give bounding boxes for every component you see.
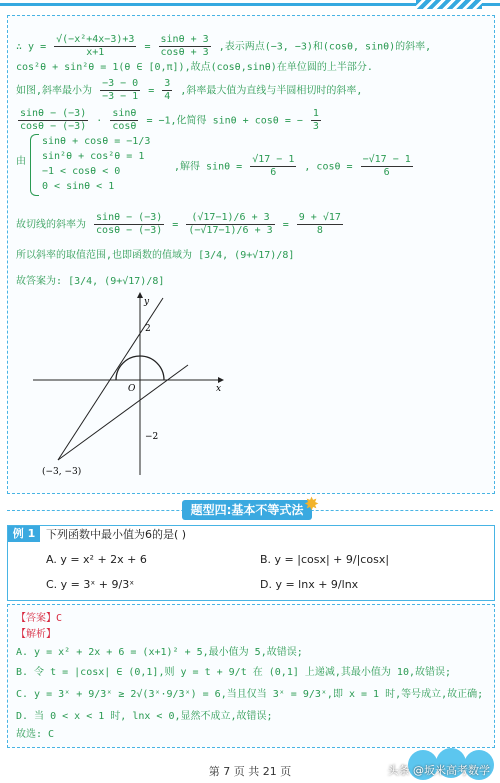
- tangent-line: [16, 212, 345, 237]
- top-decoration: [0, 0, 500, 14]
- analysis-b: B. 令 t = |cosx| ∈ (0,1],则 y = t + 9/t 在 (0,1] 上递减,其最小值为 10,故错误;: [16, 667, 452, 678]
- y-axis-arrow: [137, 292, 143, 298]
- system-eq-4: 0 < sinθ < 1: [42, 181, 115, 192]
- example-box: [7, 525, 495, 601]
- fraction: [159, 34, 211, 59]
- text: = −1,化简得 sinθ + cosθ = −: [146, 115, 303, 127]
- solution-line-4: [16, 108, 323, 133]
- option-d: D. y = lnx + 9/lnx: [260, 578, 359, 591]
- answer-line: [16, 276, 164, 288]
- solution-line-1: [16, 34, 431, 59]
- answer-box: [7, 604, 495, 748]
- analysis-final: 故选: C: [16, 729, 55, 740]
- numerator: sinθ + 3: [160, 34, 209, 45]
- range-line: [16, 250, 294, 262]
- denominator: 6: [270, 167, 277, 178]
- numerator: √(−x²+4x−3)+3: [56, 34, 135, 45]
- analysis-tag: 【解析】: [16, 629, 56, 640]
- answer-tag: 【答案】: [16, 613, 56, 624]
- denominator: (−√17−1)/6 + 3: [188, 225, 273, 236]
- fraction: [361, 154, 413, 179]
- x-label: x: [216, 384, 222, 394]
- denominator: 4: [164, 91, 171, 102]
- analysis-a: A. y = x² + 2x + 6 = (x+1)² + 5,最小值为 5,故错误;: [16, 647, 303, 658]
- fraction: [297, 212, 343, 237]
- text: 如图,斜率最小为: [16, 85, 93, 97]
- denominator: 3: [312, 121, 319, 132]
- numerator: −√17 − 1: [362, 154, 411, 165]
- option-c: C. y = 3ˣ + 9/3ˣ: [46, 578, 135, 591]
- text: ·: [96, 115, 103, 127]
- point-label: (−3, −3): [42, 467, 82, 477]
- example-question: 下列函数中最小值为6的是( ): [46, 528, 187, 541]
- range-value: [3/4, (9+√17)/8]: [198, 250, 295, 261]
- system-prefix: 由: [16, 156, 26, 167]
- system-brace: [30, 134, 39, 196]
- text: ,表示两点(−3, −3)和(cosθ, sinθ)的斜率,: [218, 41, 432, 53]
- answer-row: [16, 613, 62, 625]
- page-number: 第 7 页 共 21 页: [208, 765, 292, 778]
- numerator: √17 − 1: [252, 154, 295, 165]
- fraction: [110, 108, 138, 133]
- fraction: [100, 78, 140, 103]
- fraction: [162, 78, 172, 103]
- fraction: [311, 108, 321, 133]
- numerator: 9 + √17: [298, 212, 341, 223]
- option-b: B. y = |cosx| + 9/|cosx|: [260, 553, 390, 566]
- fraction: [54, 34, 136, 59]
- numerator: 3: [164, 78, 171, 89]
- system-result: [174, 154, 415, 179]
- numerator: sinθ − (−3): [20, 108, 87, 119]
- fraction: [18, 108, 88, 133]
- system-eq-3: −1 < cosθ < 0: [42, 166, 121, 177]
- line-min: [58, 365, 188, 460]
- numerator: 1: [312, 108, 319, 119]
- analysis-c: C. y = 3ˣ + 9/3ˣ ≥ 2√(3ˣ·9/3ˣ) = 6,当且仅当 3ˣ = 9/3ˣ,即 x = 1 时,等号成立,故正确;: [16, 689, 484, 700]
- text: ,斜率最大值为直线与半圆相切时的斜率,: [180, 85, 363, 97]
- text: =: [144, 41, 151, 53]
- denominator: cosθ − (−3): [96, 225, 163, 236]
- fraction: [250, 154, 296, 179]
- text: , cosθ =: [304, 161, 353, 173]
- section-title: 题型四:基本不等式法: [182, 500, 312, 520]
- denominator: −3 − 1: [102, 91, 139, 102]
- y-label: y: [144, 297, 150, 307]
- numerator: sinθ − (−3): [96, 212, 163, 223]
- text: 故切线的斜率为: [16, 219, 86, 231]
- tick-2-label: 2: [145, 324, 151, 334]
- text: ∴ y =: [16, 41, 47, 53]
- option-a: A. y = x² + 2x + 6: [46, 553, 147, 566]
- text: 所以斜率的取值范围,也即函数的值域为: [16, 250, 193, 261]
- text: =: [148, 85, 155, 97]
- denominator: cosθ − (−3): [20, 121, 87, 132]
- text: =: [282, 219, 289, 231]
- solution-line-2: cos²θ + sin²θ = 1(θ ∈ [0,π]),故点(cosθ,sinθ)在单位圆的上半部分.: [16, 62, 373, 73]
- system-eq-1: sinθ + cosθ = −1/3: [42, 136, 151, 147]
- sun-icon: ✸: [304, 494, 320, 515]
- numerator: −3 − 0: [102, 78, 139, 89]
- x-axis-arrow: [218, 377, 224, 383]
- watermark: 头条 @坂米高考数学: [387, 764, 490, 777]
- denominator: cosθ + 3: [160, 47, 209, 58]
- tick-neg2-label: −2: [145, 432, 159, 442]
- top-tab: [416, 0, 482, 9]
- text: =: [172, 219, 179, 231]
- numerator: (√17−1)/6 + 3: [186, 212, 274, 225]
- solution-line-3: [16, 78, 362, 103]
- text: ,解得 sinθ =: [174, 161, 243, 173]
- answer-value: C: [56, 613, 63, 624]
- fraction: [186, 212, 274, 237]
- system-eq-2: sin²θ + cos²θ = 1: [42, 151, 145, 162]
- denominator: x+1: [86, 47, 105, 58]
- denominator: 6: [383, 167, 390, 178]
- text: 故答案为:: [16, 276, 63, 287]
- coordinate-graph: [28, 290, 228, 480]
- origin-label: O: [128, 384, 136, 394]
- example-label: 例 1: [8, 526, 40, 542]
- analysis-d: D. 当 0 < x < 1 时, lnx < 0,显然不成立,故错误;: [16, 711, 273, 722]
- denominator: 8: [316, 225, 323, 236]
- fraction: [94, 212, 164, 237]
- answer-value: [3/4, (9+√17)/8]: [68, 276, 165, 287]
- denominator: cosθ: [112, 121, 137, 132]
- numerator: sinθ: [112, 108, 137, 119]
